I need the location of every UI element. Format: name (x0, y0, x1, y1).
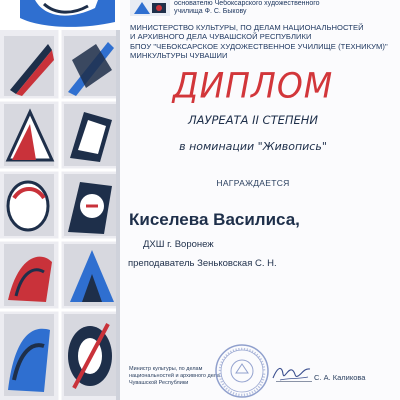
signer-name: С. А. Каликова (314, 373, 366, 382)
founder-line-1: основателю Чебоксарского художественного (174, 0, 320, 7)
recipient-school: ДХШ г. Воронеж (143, 239, 214, 250)
header-line-4: МИНКУЛЬТУРЫ ЧУВАШИИ (130, 50, 228, 60)
header-line-3: БПОУ "ЧЕБОКСАРСКОЕ ХУДОЖЕСТВЕННОЕ УЧИЛИЩЕ (ТЕХНИКУМ)" (130, 41, 388, 51)
official-seal-icon (214, 343, 270, 399)
founder-line-2: училища Ф. С. Быкову (174, 8, 247, 15)
recipient-name: Киселева Василиса, (129, 210, 300, 229)
decorative-pattern-icon (0, 0, 120, 400)
recipient-teacher: преподаватель Зеньковская С. Н. (128, 258, 277, 269)
minister-line-3: Чувашской Республики (129, 380, 189, 386)
nomination: в номинации "Живопись" (179, 140, 327, 153)
school-emblem-icon (130, 0, 170, 16)
header-line-1: МИНИСТЕРСТВО КУЛЬТУРЫ, ПО ДЕЛАМ НАЦИОНАЛЬНОСТЕЙ (130, 23, 364, 32)
founder-dedication (174, 0, 320, 16)
minister-line-2: национальностей и архивного дела (129, 373, 220, 379)
minister-line-1: Министр культуры, по делам (129, 366, 203, 372)
decorative-art-strip (0, 0, 120, 400)
minister-title (129, 366, 220, 387)
header-line-2: И АРХИВНОГО ДЕЛА ЧУВАШСКОЙ РЕСПУБЛИКИ (130, 32, 312, 42)
awarded-label: НАГРАЖДАЕТСЯ (216, 178, 290, 188)
diploma-title: ДИПЛОМ (172, 65, 334, 106)
issuing-organization-header (130, 23, 388, 60)
signature-line (276, 381, 312, 382)
laureate-degree: ЛАУРЕАТА II СТЕПЕНИ (187, 113, 319, 127)
